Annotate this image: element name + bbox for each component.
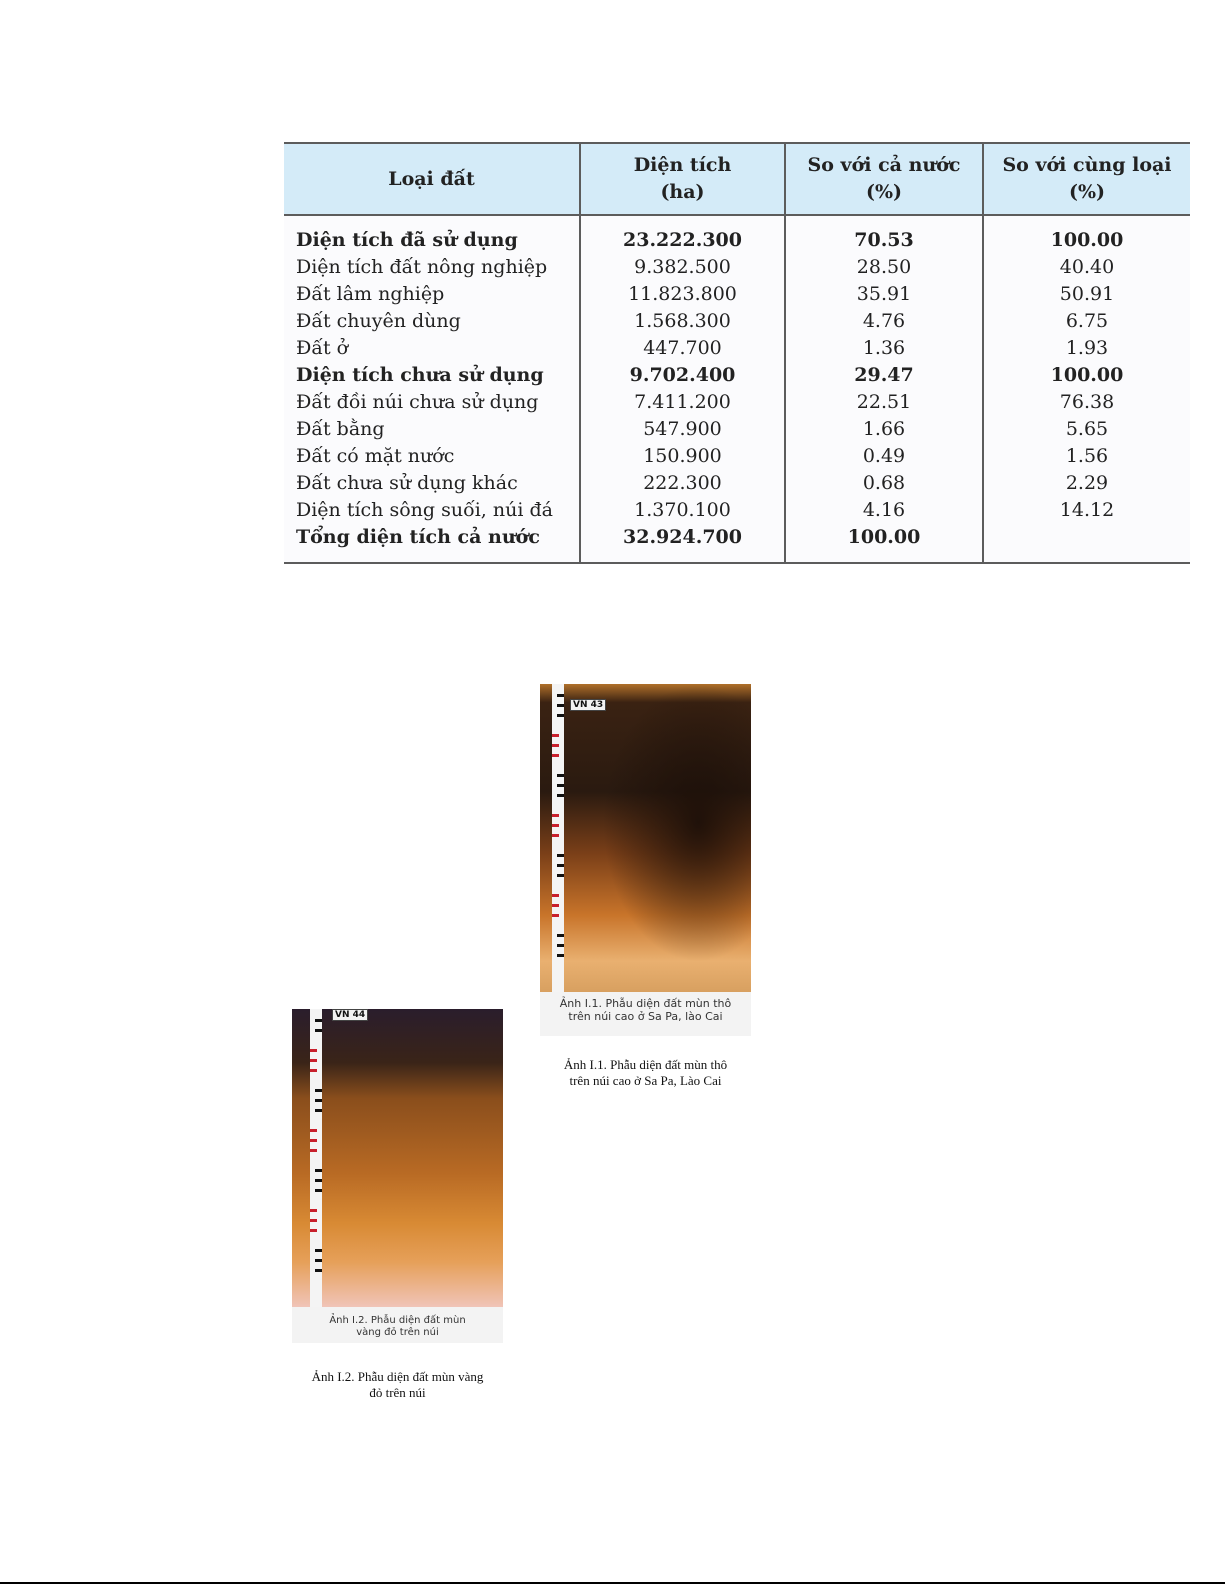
soil-profile-image: [540, 684, 751, 992]
cell-land-type: Diện tích đã sử dụng: [296, 229, 518, 251]
cell-pct-country: 29.47: [785, 362, 983, 389]
soil-profile-photo-1: [540, 684, 751, 1036]
cell-area: 222.300: [580, 470, 785, 497]
table-header-row: [284, 143, 1190, 215]
cell-area: 547.900: [580, 416, 785, 443]
cell-land-type: Đất có mặt nước: [296, 445, 455, 467]
cell-pct-type: 6.75: [983, 308, 1190, 335]
cell-land-type: Đất bằng: [296, 418, 385, 440]
cell-pct-type: 2.29: [983, 470, 1190, 497]
photo-2-caption: [292, 1369, 503, 1401]
header-area-unit: (ha): [660, 181, 705, 203]
cell-land-type: Đất lâm nghiệp: [296, 283, 445, 305]
photo-1-caption-line1: Ảnh I.1. Phẫu diện đất mùn thô: [563, 1057, 728, 1072]
photo-tag-label: VN 43: [570, 699, 606, 711]
cell-land-type: Diện tích chưa sử dụng: [296, 364, 544, 386]
photo-tag-label: VN 44: [332, 1009, 368, 1021]
cell-pct-country: 35.91: [785, 281, 983, 308]
table-row: [284, 254, 1190, 281]
cell-pct-country: 0.49: [785, 443, 983, 470]
cell-pct-country: 28.50: [785, 254, 983, 281]
cell-pct-type: 50.91: [983, 281, 1190, 308]
cell-pct-country: 100.00: [785, 524, 983, 563]
cell-area: 9.382.500: [580, 254, 785, 281]
table-row: [284, 308, 1190, 335]
land-use-table: [284, 142, 1190, 564]
cell-land-type: Đất ở: [296, 337, 349, 359]
cell-land-type: Đất chưa sử dụng khác: [296, 472, 518, 494]
header-pct-country: [785, 143, 983, 215]
table-row: [284, 335, 1190, 362]
cell-pct-country: 1.66: [785, 416, 983, 443]
header-land-type: [284, 143, 580, 215]
land-use-table-wrapper: [284, 142, 1190, 562]
photo-2-caption-line2: đỏ trên núi: [369, 1385, 426, 1400]
cell-land-type: Diện tích đất nông nghiệp: [296, 256, 548, 278]
cell-area: 23.222.300: [580, 215, 785, 254]
header-area-label: Diện tích: [633, 154, 732, 176]
soil-profile-image: [292, 1009, 503, 1307]
header-pct-type-unit: (%): [1068, 181, 1106, 203]
table-row: [284, 443, 1190, 470]
header-land-type-label: Loại đất: [388, 167, 475, 190]
cell-pct-type: 100.00: [983, 362, 1190, 389]
table-row: [284, 524, 1190, 563]
cell-pct-country: 4.76: [785, 308, 983, 335]
table-row: [284, 389, 1190, 416]
cell-pct-country: 22.51: [785, 389, 983, 416]
photo-inner-caption-line1: Ảnh I.1. Phẫu diện đất mùn thô: [559, 997, 732, 1010]
cell-land-type: Tổng diện tích cả nước: [284, 524, 580, 563]
cell-pct-type: 100.00: [983, 215, 1190, 254]
cell-pct-type: 1.93: [983, 335, 1190, 362]
cell-pct-type: 40.40: [983, 254, 1190, 281]
cell-area: 150.900: [580, 443, 785, 470]
cell-land-type: Đất đồi núi chưa sử dụng: [296, 391, 539, 413]
photo-1-caption-line2: trên núi cao ở Sa Pa, Lào Cai: [569, 1073, 722, 1088]
cell-pct-country: 1.36: [785, 335, 983, 362]
table-row: [284, 497, 1190, 524]
cell-pct-country: 4.16: [785, 497, 983, 524]
cell-pct-type: [983, 524, 1190, 563]
photo-inner-caption-line1: Ảnh I.2. Phẫu diện đất mùn: [329, 1315, 466, 1326]
ruler: [552, 684, 564, 992]
cell-pct-country: 0.68: [785, 470, 983, 497]
table-row: [284, 281, 1190, 308]
photo-2-caption-line1: Ảnh I.2. Phẫu diện đất mùn vàng: [311, 1369, 484, 1384]
photo-inner-caption-line2: vàng đỏ trên núi: [356, 1327, 439, 1338]
photo-inner-caption-line2: trên núi cao ở Sa Pa, lào Cai: [568, 1010, 723, 1023]
photo-inner-caption: [540, 997, 751, 1023]
ruler: [310, 1009, 322, 1307]
cell-pct-type: 14.12: [983, 497, 1190, 524]
table-row: [284, 362, 1190, 389]
header-pct-country-unit: (%): [865, 181, 903, 203]
header-pct-type-label: So với cùng loại: [1002, 154, 1172, 176]
cell-area: 11.823.800: [580, 281, 785, 308]
cell-land-type: Diện tích sông suối, núi đá: [296, 499, 553, 521]
table-row: [284, 416, 1190, 443]
cell-area: 1.370.100: [580, 497, 785, 524]
photo-inner-caption: [292, 1315, 503, 1339]
cell-pct-type: 5.65: [983, 416, 1190, 443]
cell-area: 7.411.200: [580, 389, 785, 416]
cell-area: 447.700: [580, 335, 785, 362]
header-pct-country-label: So với cả nước: [807, 154, 961, 176]
cell-area: 32.924.700: [580, 524, 785, 563]
header-area: [580, 143, 785, 215]
cell-area: 9.702.400: [580, 362, 785, 389]
cell-pct-country: 70.53: [785, 215, 983, 254]
cell-pct-type: 76.38: [983, 389, 1190, 416]
page-bottom-divider: [0, 1582, 1225, 1584]
cell-pct-type: 1.56: [983, 443, 1190, 470]
table-row: [284, 215, 1190, 254]
table-row: [284, 470, 1190, 497]
header-pct-type: [983, 143, 1190, 215]
soil-profile-photo-2: [292, 1009, 503, 1343]
cell-area: 1.568.300: [580, 308, 785, 335]
photo-1-caption: [540, 1057, 751, 1089]
cell-land-type: Đất chuyên dùng: [296, 310, 461, 332]
